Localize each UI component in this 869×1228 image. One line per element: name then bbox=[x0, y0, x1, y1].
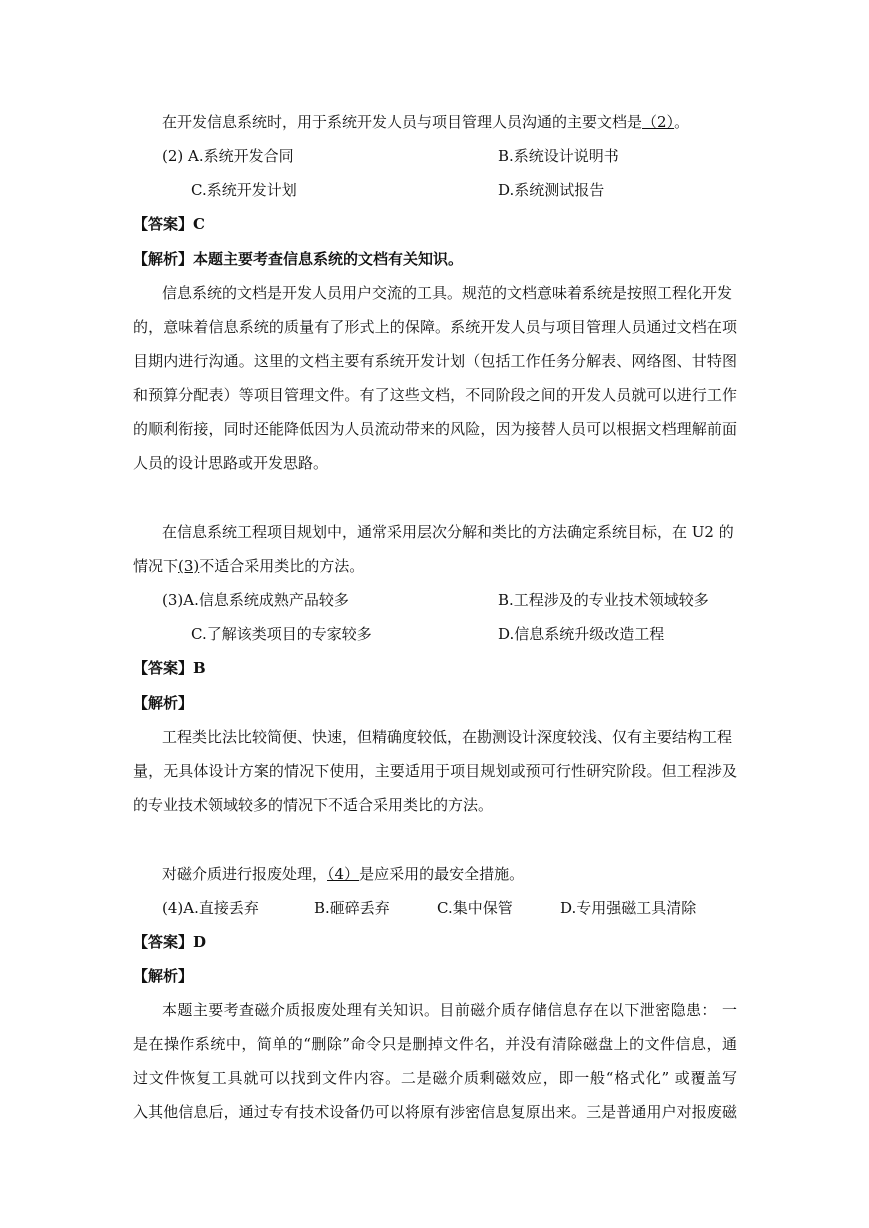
q4-stem bbox=[162, 864, 524, 884]
q4-option-c: C.集中保管 bbox=[437, 899, 513, 917]
q3-option-b: B.工程涉及的专业技术领域较多 bbox=[498, 591, 709, 609]
q2-analysis-line: 的顺利衔接，同时还能降低因为人员流动带来的风险，因为接替人员可以根据文档理解前面 bbox=[133, 420, 737, 438]
q4-analysis-line: 本题主要考查磁介质报废处理有关知识。目前磁介质存储信息存在以下泄密隐患： 一 bbox=[162, 1001, 737, 1019]
q2-analysis-line: 信息系统的文档是开发人员用户交流的工具。规范的文档意味着系统是按照工程化开发 bbox=[162, 284, 733, 302]
q3-stem-line2 bbox=[133, 556, 364, 576]
q4-option-b: B.砸碎丢弃 bbox=[314, 899, 390, 917]
q3-answer: 【答案】B bbox=[133, 659, 206, 677]
q4-option-d: D.专用强磁工具清除 bbox=[560, 899, 697, 917]
q3-option-d: D.信息系统升级改造工程 bbox=[498, 625, 665, 643]
q3-analysis-line: 量，无具体设计方案的情况下使用，主要适用于项目规划或预可行性研究阶段。但工程涉及 bbox=[133, 762, 737, 780]
q2-number: (2) bbox=[162, 147, 184, 165]
q4-stem-end: 是应采用的最安全措施。 bbox=[359, 865, 525, 883]
q3-analysis-line: 工程类比法比较简便、快速，但精确度较低，在勘测设计深度较浅、仅有主要结构工程 bbox=[162, 728, 733, 746]
q2-option-a-text: A.系统开发合同 bbox=[188, 147, 294, 165]
q2-option-c: C.系统开发计划 bbox=[191, 181, 297, 199]
q3-stem-text: 情况下 bbox=[133, 557, 179, 575]
q4-analysis-line: 是在操作系统中，简单的“删除”命令只是删掉文件名，并没有清除磁盘上的文件信息，通 bbox=[133, 1035, 737, 1053]
q3-stem-end: 不适合采用类比的方法。 bbox=[199, 557, 365, 575]
q2-stem bbox=[162, 112, 689, 132]
q4-analysis-line: 入其他信息后，通过专有技术设备仍可以将原有涉密信息复原出来。三是普通用户对报废磁 bbox=[133, 1103, 737, 1121]
q2-option-d: D.系统测试报告 bbox=[498, 181, 605, 199]
q2-analysis-line: 人员的设计思路或开发思路。 bbox=[133, 454, 329, 472]
q4-blank: （4） bbox=[327, 865, 360, 883]
q4-option-a: (4)A.直接丢弃 bbox=[162, 899, 259, 917]
q3-blank: (3) bbox=[178, 557, 200, 575]
q2-analysis-line: 目期内进行沟通。这里的文档主要有系统开发计划（包括工作任务分解表、网络图、甘特图 bbox=[133, 352, 737, 370]
q2-analysis-line: 的，意味着信息系统的质量有了形式上的保障。系统开发人员与项目管理人员通过文档在项 bbox=[133, 318, 737, 336]
q2-stem-end: 。 bbox=[674, 113, 690, 131]
q2-answer: 【答案】C bbox=[133, 215, 205, 233]
q2-analysis-line: 和预算分配表）等项目管理文件。有了这些文档，不同阶段之间的开发人员就可以进行工作 bbox=[133, 386, 737, 404]
q2-analysis-title: 【解析】本题主要考查信息系统的文档有关知识。 bbox=[133, 250, 464, 268]
q2-blank: （2） bbox=[642, 113, 675, 131]
q4-answer: 【答案】D bbox=[133, 933, 207, 951]
q2-stem-text: 在开发信息系统时，用于系统开发人员与项目管理人员沟通的主要文档是 bbox=[162, 113, 643, 131]
q3-option-a: (3)A.信息系统成熟产品较多 bbox=[162, 591, 349, 609]
q3-analysis-line: 的专业技术领域较多的情况下不适合采用类比的方法。 bbox=[133, 796, 494, 814]
q3-option-c: C.了解该类项目的专家较多 bbox=[191, 625, 372, 643]
q2-option-a bbox=[162, 146, 294, 166]
q3-analysis-title: 【解析】 bbox=[133, 694, 194, 712]
q4-stem-text: 对磁介质进行报废处理， bbox=[162, 865, 328, 883]
q3-stem-line1: 在信息系统工程项目规划中，通常采用层次分解和类比的方法确定系统目标，在 U2 的 bbox=[162, 523, 734, 541]
q4-analysis-line: 过文件恢复工具就可以找到文件内容。二是磁介质剩磁效应，即一般“格式化” 或覆盖写 bbox=[133, 1069, 737, 1087]
q4-analysis-title: 【解析】 bbox=[133, 967, 194, 985]
q2-option-b: B.系统设计说明书 bbox=[498, 147, 619, 165]
